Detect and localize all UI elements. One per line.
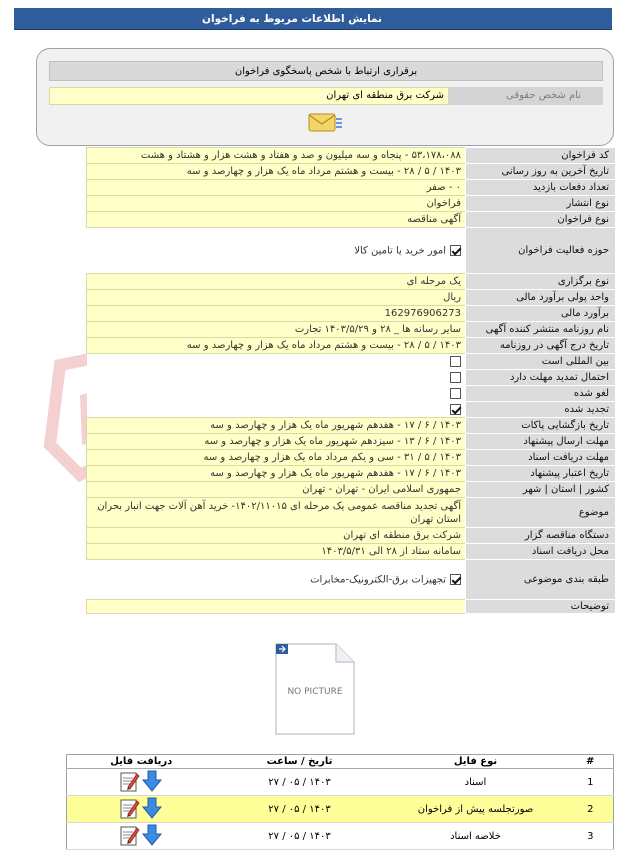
file-row <box>67 796 614 823</box>
field-label: موضوع <box>466 498 616 528</box>
field-value <box>87 370 466 386</box>
field-label: حوزه فعالیت فراخوان <box>466 228 616 274</box>
field-row <box>87 418 616 434</box>
field-value: ۱۴۰۳ / ۵ / ۲۸ - بیست و هشتم مرداد ماه یک هزار و چهارصد و سه <box>87 164 466 180</box>
page-header <box>14 8 612 30</box>
file-row <box>67 823 614 850</box>
field-value: ۱۴۰۳ / ۶ / ۱۷ - هفدهم شهریور ماه یک هزار و چهارصد و سه <box>87 466 466 482</box>
field-row <box>87 560 616 600</box>
field-label: مهلت ارسال پیشنهاد <box>466 434 616 450</box>
field-label: تعداد دفعات بازدید <box>466 180 616 196</box>
field-value: ریال <box>87 290 466 306</box>
field-label: محل دریافت اسناد <box>466 544 616 560</box>
field-value <box>87 600 466 614</box>
field-row <box>87 498 616 528</box>
field-value: شرکت برق منطقه ای تهران <box>87 528 466 544</box>
field-row <box>87 482 616 498</box>
files-col-download: دریافت فایل <box>67 755 216 769</box>
field-value: سامانه ستاد از ۲۸ الی ۱۴۰۳/۵/۳۱ <box>87 544 466 560</box>
field-label: نوع انتشار <box>466 196 616 212</box>
field-value <box>87 354 466 370</box>
field-row <box>87 306 616 322</box>
field-value: ۱۴۰۳ / ۶ / ۱۷ - هفدهم شهریور ماه یک هزار و چهارصد و سه <box>87 418 466 434</box>
field-row <box>87 370 616 386</box>
file-date: ۱۴۰۳ / ۰۵ / ۲۷ <box>216 796 384 823</box>
field-row <box>87 354 616 370</box>
field-value: ۱۴۰۳ / ۵ / ۳۱ - سی و یکم مرداد ماه یک هزار و چهارصد و سه <box>87 450 466 466</box>
field-row <box>87 600 616 614</box>
checkbox-label: تجهیزات برق-الکترونیک-مخابرات <box>310 574 446 586</box>
field-label: مهلت دریافت اسناد <box>466 450 616 466</box>
field-label: نوع برگزاری <box>466 274 616 290</box>
field-value <box>87 228 466 274</box>
edit-document-icon[interactable] <box>120 770 140 792</box>
checkbox-checked[interactable] <box>450 404 461 415</box>
file-type: خلاصه اسناد <box>384 823 568 850</box>
field-row <box>87 212 616 228</box>
field-value <box>87 402 466 418</box>
download-arrow-icon[interactable] <box>142 770 162 792</box>
field-row <box>87 386 616 402</box>
file-download-cell <box>67 769 216 796</box>
field-row <box>87 528 616 544</box>
field-value: 162976906273 <box>87 306 466 322</box>
field-row <box>87 164 616 180</box>
checkbox-label: امور خرید یا تامین کالا <box>354 245 446 257</box>
field-label: واحد پولی برآورد مالی <box>466 290 616 306</box>
field-row <box>87 290 616 306</box>
contact-title[interactable]: برقراری ارتباط با شخص پاسخگوی فراخوان <box>49 61 603 81</box>
field-value <box>87 560 466 600</box>
field-label: نوع فراخوان <box>466 212 616 228</box>
field-row <box>87 322 616 338</box>
files-col-type: نوع فایل <box>384 755 568 769</box>
field-value: ۱۴۰۳ / ۵ / ۲۸ - بیست و هشتم مرداد ماه یک هزار و چهارصد و سه <box>87 338 466 354</box>
field-label: دستگاه مناقصه گزار <box>466 528 616 544</box>
field-value: فراخوان <box>87 196 466 212</box>
field-label: تاریخ درج آگهی در روزنامه <box>466 338 616 354</box>
edit-document-icon[interactable] <box>120 824 140 846</box>
file-row <box>67 769 614 796</box>
files-col-num: # <box>568 755 614 769</box>
no-picture-text: NO PICTURE <box>287 687 343 697</box>
field-label: کد فراخوان <box>466 148 616 164</box>
field-value <box>87 386 466 402</box>
field-row <box>87 466 616 482</box>
download-arrow-icon[interactable] <box>142 797 162 819</box>
files-header-row <box>67 755 614 769</box>
field-label: کشور | استان | شهر <box>466 482 616 498</box>
envelope-icon[interactable] <box>307 111 343 133</box>
checkbox-unchecked[interactable] <box>450 372 461 383</box>
field-value: آگهی مناقصه <box>87 212 466 228</box>
field-row <box>87 402 616 418</box>
field-label: تاریخ بازگشایی پاکات <box>466 418 616 434</box>
files-table <box>66 754 614 850</box>
file-date: ۱۴۰۳ / ۰۵ / ۲۷ <box>216 823 384 850</box>
download-arrow-icon[interactable] <box>142 824 162 846</box>
field-row <box>87 338 616 354</box>
checkbox-checked[interactable] <box>450 245 461 256</box>
field-value: سایر رسانه ها _ ۲۸ و ۱۴۰۳/۵/۲۹ تجارت <box>87 322 466 338</box>
file-type: صورتجلسه پیش از فراخوان <box>384 796 568 823</box>
field-label: تاریخ اعتبار پیشنهاد <box>466 466 616 482</box>
field-row <box>87 434 616 450</box>
files-col-date: تاریخ / ساعت <box>216 755 384 769</box>
field-label: برآورد مالی <box>466 306 616 322</box>
contact-value: شرکت برق منطقه ای تهران <box>49 87 449 105</box>
field-label: احتمال تمدید مهلت دارد <box>466 370 616 386</box>
field-value: یک مرحله ای <box>87 274 466 290</box>
file-num: 3 <box>568 823 614 850</box>
contact-box <box>36 48 614 146</box>
page-title: نمایش اطلاعات مربوط به فراخوان <box>202 13 382 25</box>
field-label: بین المللی است <box>466 354 616 370</box>
field-row <box>87 228 616 274</box>
field-label: تاریخ آخرین به روز رسانی <box>466 164 616 180</box>
contact-label: نام شخص حقوقی <box>449 87 603 105</box>
file-download-cell <box>67 796 216 823</box>
file-download-cell <box>67 823 216 850</box>
field-row <box>87 180 616 196</box>
checkbox-checked[interactable] <box>450 574 461 585</box>
field-value: ۵۳،۱۷۸،۰۸۸ - پنجاه و سه میلیون و صد و هفتاد و هشت هزار و هشتاد و هشت <box>87 148 466 164</box>
file-type: اسناد <box>384 769 568 796</box>
field-label: لغو شده <box>466 386 616 402</box>
field-row <box>87 196 616 212</box>
no-picture-placeholder <box>272 640 358 738</box>
field-label: طبقه بندی موضوعی <box>466 560 616 600</box>
field-value: آگهی تجدید مناقصه عمومی یک مرحله ای ۱۴۰۲/۱۱۰۱۵- خرید آهن آلات جهت انبار بحران استان تهران <box>87 498 466 528</box>
file-num: 1 <box>568 769 614 796</box>
field-label: توضیحات <box>466 600 616 614</box>
file-num: 2 <box>568 796 614 823</box>
field-value: ۰ - صفر <box>87 180 466 196</box>
field-value: ۱۴۰۳ / ۶ / ۱۳ - سیزدهم شهریور ماه یک هزار و چهارصد و سه <box>87 434 466 450</box>
field-row <box>87 544 616 560</box>
field-row <box>87 450 616 466</box>
field-row <box>87 274 616 290</box>
tender-info-table <box>86 147 616 614</box>
field-row <box>87 148 616 164</box>
checkbox-unchecked[interactable] <box>450 388 461 399</box>
file-date: ۱۴۰۳ / ۰۵ / ۲۷ <box>216 769 384 796</box>
field-value: جمهوری اسلامی ایران - تهران - تهران <box>87 482 466 498</box>
field-label: تجدید شده <box>466 402 616 418</box>
checkbox-unchecked[interactable] <box>450 356 461 367</box>
field-label: نام روزنامه منتشر کننده آگهی <box>466 322 616 338</box>
edit-document-icon[interactable] <box>120 797 140 819</box>
